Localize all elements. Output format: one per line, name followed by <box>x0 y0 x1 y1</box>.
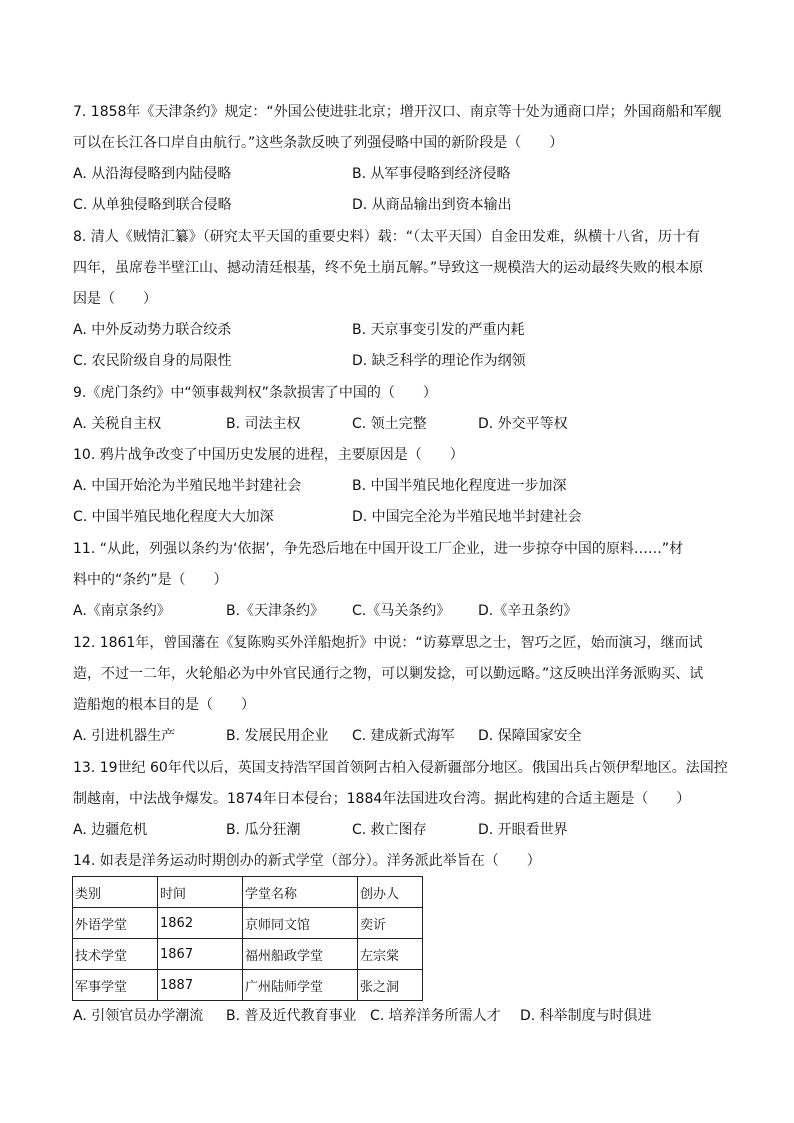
q14-stem-line1: 14. 如表是洋务运动时期创办的新式学堂（部分）。洋务派此举旨在（ ） <box>73 853 541 869</box>
q8-stem-line2: 四年，虽席卷半壁江山、撼动清廷根基，终不免土崩瓦解。”导致这一规模浩大的运动最终失败的根本原 <box>73 260 704 276</box>
table-cell: 左宗棠 <box>358 939 423 970</box>
schools-table <box>72 876 423 1001</box>
q11-option-a[interactable]: A.《南京条约》 <box>73 603 171 619</box>
q9-option-d[interactable]: D. 外交平等权 <box>478 416 568 432</box>
q8-stem-line1: 8. 清人《贼情汇纂》（研究太平天国的重要史料）载：“（太平天国）自金田发难，纵横十八省，历十有 <box>73 229 701 245</box>
q11-stem-line2: 料中的“条约”是（ ） <box>73 572 228 588</box>
q13-option-c[interactable]: C. 救亡图存 <box>352 822 427 838</box>
table-header-cell: 类别 <box>73 877 158 908</box>
q7-stem-line2: 可以在长江各口岸自由航行。”这些条款反映了列强侵略中国的新阶段是（ ） <box>73 135 564 151</box>
table-row <box>73 939 423 970</box>
table-header-row <box>73 877 423 908</box>
table-cell: 1887 <box>158 970 243 1001</box>
table-header-cell: 创办人 <box>358 877 423 908</box>
table-cell: 1862 <box>158 908 243 939</box>
q10-option-b[interactable]: B. 中国半殖民地化程度进一步加深 <box>352 478 567 494</box>
q12-option-a[interactable]: A. 引进机器生产 <box>73 728 176 744</box>
table-row <box>73 908 423 939</box>
q11-stem-line1: 11. “从此，列强以条约为‘依据’，争先恐后地在中国开设工厂企业，进一步掠夺中国的原料……”材 <box>73 541 684 557</box>
q14-option-a[interactable]: A. 引领官员办学潮流 <box>73 1008 204 1024</box>
q9-option-a[interactable]: A. 关税自主权 <box>73 416 162 432</box>
q10-option-d[interactable]: D. 中国完全沦为半殖民地半封建社会 <box>352 509 582 525</box>
q11-option-d[interactable]: D.《辛丑条约》 <box>478 603 578 619</box>
q7-option-c[interactable]: C. 从单独侵略到联合侵略 <box>73 197 232 213</box>
q8-option-d[interactable]: D. 缺乏科学的理论作为纲领 <box>352 353 526 369</box>
q13-stem-line1: 13. 19世纪 60年代以后，英国支持浩罕国首领阿古柏入侵新疆部分地区。俄国出兵占领伊犁地区。法国控 <box>73 760 728 776</box>
q8-option-c[interactable]: C. 农民阶级自身的局限性 <box>73 353 232 369</box>
table-row <box>73 970 423 1001</box>
q13-option-b[interactable]: B. 瓜分狂潮 <box>226 822 301 838</box>
table-cell: 军事学堂 <box>73 970 158 1001</box>
table-header-cell: 时间 <box>158 877 243 908</box>
q14-option-b[interactable]: B. 普及近代教育事业 <box>226 1008 357 1024</box>
q7-option-b[interactable]: B. 从军事侵略到经济侵略 <box>352 166 511 182</box>
q12-option-c[interactable]: C. 建成新式海军 <box>352 728 455 744</box>
table-cell: 张之洞 <box>358 970 423 1001</box>
q8-option-b[interactable]: B. 天京事变引发的严重内耗 <box>352 322 525 338</box>
table-cell: 外语学堂 <box>73 908 158 939</box>
table-cell: 技术学堂 <box>73 939 158 970</box>
q13-stem-line2: 制越南，中法战争爆发。1874年日本侵台；1884年法国进攻台湾。据此构建的合适主题是（ ） <box>73 791 691 807</box>
q10-option-a[interactable]: A. 中国开始沦为半殖民地半封建社会 <box>73 478 302 494</box>
table-cell: 广州陆师学堂 <box>243 970 358 1001</box>
q7-option-d[interactable]: D. 从商品输出到资本输出 <box>352 197 512 213</box>
table-cell: 福州船政学堂 <box>243 939 358 970</box>
q12-stem-line2: 造，不过一二年，火轮船必为中外官民通行之物，可以剿发捻，可以勤远略。”这反映出洋务派购买、试 <box>73 666 704 682</box>
q8-option-a[interactable]: A. 中外反动势力联合绞杀 <box>73 322 232 338</box>
q10-stem-line1: 10. 鸦片战争改变了中国历史发展的进程，主要原因是（ ） <box>73 447 464 463</box>
q10-option-c[interactable]: C. 中国半殖民地化程度大大加深 <box>73 509 274 525</box>
q12-stem-line3: 造船炮的根本目的是（ ） <box>73 697 255 713</box>
q12-stem-line1: 12. 1861年，曾国藩在《复陈购买外洋船炮折》中说：“访募覃思之士，智巧之匠，始而演习，继而试 <box>73 635 703 651</box>
table-cell: 奕䜣 <box>358 908 423 939</box>
table-cell: 京师同文馆 <box>243 908 358 939</box>
q7-stem-line1: 7. 1858年《天津条约》规定：“外国公使进驻北京；增开汉口、南京等十处为通商口岸；外国商船和军舰 <box>73 104 722 120</box>
q11-option-b[interactable]: B.《天津条约》 <box>226 603 325 619</box>
q8-stem-line3: 因是（ ） <box>73 291 157 307</box>
q11-option-c[interactable]: C.《马关条约》 <box>352 603 451 619</box>
q9-option-c[interactable]: C. 领土完整 <box>352 416 427 432</box>
q9-option-b[interactable]: B. 司法主权 <box>226 416 301 432</box>
q12-option-b[interactable]: B. 发展民用企业 <box>226 728 329 744</box>
q14-option-c[interactable]: C. 培养洋务所需人才 <box>370 1008 501 1024</box>
q12-option-d[interactable]: D. 保障国家安全 <box>478 728 582 744</box>
q13-option-a[interactable]: A. 边疆危机 <box>73 822 148 838</box>
q13-option-d[interactable]: D. 开眼看世界 <box>478 822 568 838</box>
table-cell: 1867 <box>158 939 243 970</box>
q9-stem-line1: 9.《虎门条约》中“领事裁判权”条款损害了中国的（ ） <box>73 385 437 401</box>
table-header-cell: 学堂名称 <box>243 877 358 908</box>
q14-option-d[interactable]: D. 科举制度与时俱进 <box>520 1008 652 1024</box>
q7-option-a[interactable]: A. 从沿海侵略到内陆侵略 <box>73 166 232 182</box>
